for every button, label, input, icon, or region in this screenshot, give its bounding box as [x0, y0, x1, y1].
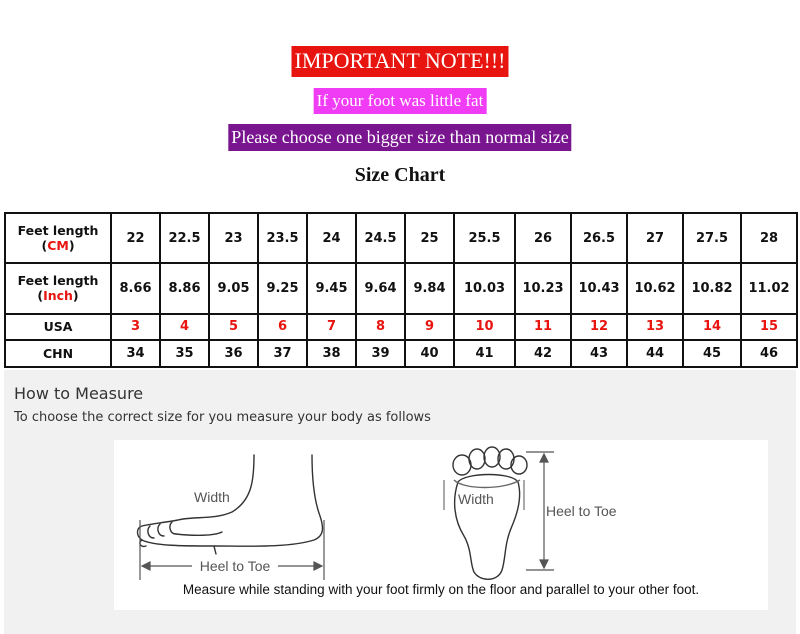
size-cell-usa: 15 [741, 314, 797, 341]
size-cell-chn: 42 [515, 340, 571, 367]
size-cell-chn: 37 [258, 340, 307, 367]
row-header-inch [5, 263, 111, 313]
table-row-cm [5, 213, 797, 263]
size-cell-chn: 36 [209, 340, 258, 367]
size-cell-inch: 11.02 [741, 263, 797, 313]
size-cell-cm: 27 [627, 213, 683, 263]
size-cell-usa: 14 [683, 314, 741, 341]
size-cell-inch: 10.62 [627, 263, 683, 313]
unit-inch: Inch [43, 288, 73, 304]
size-table [4, 212, 798, 368]
size-cell-cm: 23 [209, 213, 258, 263]
how-to-measure-title: How to Measure [14, 384, 144, 403]
size-cell-inch: 9.84 [405, 263, 454, 313]
size-cell-usa: 8 [356, 314, 405, 341]
size-cell-inch: 10.82 [683, 263, 741, 313]
size-cell-cm: 23.5 [258, 213, 307, 263]
size-cell-usa: 7 [307, 314, 356, 341]
unit-paren-open: ( [41, 238, 48, 254]
size-cell-inch: 8.66 [111, 263, 160, 313]
size-cell-chn: 38 [307, 340, 356, 367]
size-cell-chn: 46 [741, 340, 797, 367]
unit-paren-open: ( [37, 288, 44, 304]
sole-foot-icon [453, 447, 527, 579]
size-cell-inch: 9.64 [356, 263, 405, 313]
size-cell-cm: 24.5 [356, 213, 405, 263]
unit-paren-close: ) [72, 288, 79, 304]
size-cell-chn: 40 [405, 340, 454, 367]
row-header-cm [5, 213, 111, 263]
size-cell-usa: 10 [454, 314, 515, 341]
sole-heel-to-toe-label: Heel to Toe [546, 503, 617, 519]
size-cell-usa: 3 [111, 314, 160, 341]
size-cell-inch: 10.03 [454, 263, 515, 313]
size-cell-cm: 26.5 [571, 213, 627, 263]
side-width-label: Width [194, 489, 230, 505]
size-cell-chn: 44 [627, 340, 683, 367]
size-cell-inch: 9.05 [209, 263, 258, 313]
unit-cm: CM [47, 238, 69, 254]
how-to-measure-panel [4, 370, 796, 634]
size-cell-cm: 22 [111, 213, 160, 263]
size-cell-chn: 34 [111, 340, 160, 367]
size-cell-chn: 41 [454, 340, 515, 367]
size-cell-inch: 9.45 [307, 263, 356, 313]
important-note-banner: IMPORTANT NOTE!!! [292, 46, 509, 77]
how-to-measure-subtitle: To choose the correct size for you measure your body as follows [14, 410, 431, 425]
size-cell-usa: 13 [627, 314, 683, 341]
size-cell-usa: 5 [209, 314, 258, 341]
fat-foot-note-banner: If your foot was little fat [314, 88, 487, 114]
size-cell-chn: 35 [160, 340, 209, 367]
size-cell-chn: 45 [683, 340, 741, 367]
size-cell-cm: 27.5 [683, 213, 741, 263]
measure-diagram [114, 440, 768, 610]
feet-length-label: Feet length [17, 222, 99, 238]
unit-paren-close: ) [68, 238, 75, 254]
size-cell-inch: 10.23 [515, 263, 571, 313]
size-cell-inch: 9.25 [258, 263, 307, 313]
size-cell-inch: 8.86 [160, 263, 209, 313]
size-cell-chn: 43 [571, 340, 627, 367]
size-cell-cm: 26 [515, 213, 571, 263]
table-row-inch [5, 263, 797, 313]
size-cell-cm: 25 [405, 213, 454, 263]
side-foot-icon [138, 455, 323, 554]
size-cell-cm: 25.5 [454, 213, 515, 263]
sole-width-label: Width [458, 491, 494, 507]
size-cell-usa: 6 [258, 314, 307, 341]
row-header-chn: CHN [5, 340, 111, 367]
side-heel-to-toe-label: Heel to Toe [199, 558, 271, 574]
size-cell-cm: 24 [307, 213, 356, 263]
size-cell-usa: 9 [405, 314, 454, 341]
table-row-chn [5, 340, 797, 367]
row-header-usa: USA [5, 314, 111, 341]
measure-caption: Measure while standing with your foot firmly on the floor and parallel to your other foot. [182, 582, 700, 597]
size-cell-cm: 28 [741, 213, 797, 263]
size-chart-title: Size Chart [354, 164, 446, 186]
table-row-usa [5, 314, 797, 341]
size-cell-inch: 10.43 [571, 263, 627, 313]
size-cell-cm: 22.5 [160, 213, 209, 263]
bigger-size-note-banner: Please choose one bigger size than normal size [228, 124, 571, 151]
size-cell-usa: 11 [515, 314, 571, 341]
size-cell-chn: 39 [356, 340, 405, 367]
size-cell-usa: 12 [571, 314, 627, 341]
size-cell-usa: 4 [160, 314, 209, 341]
feet-length-label: Feet length [17, 272, 99, 288]
